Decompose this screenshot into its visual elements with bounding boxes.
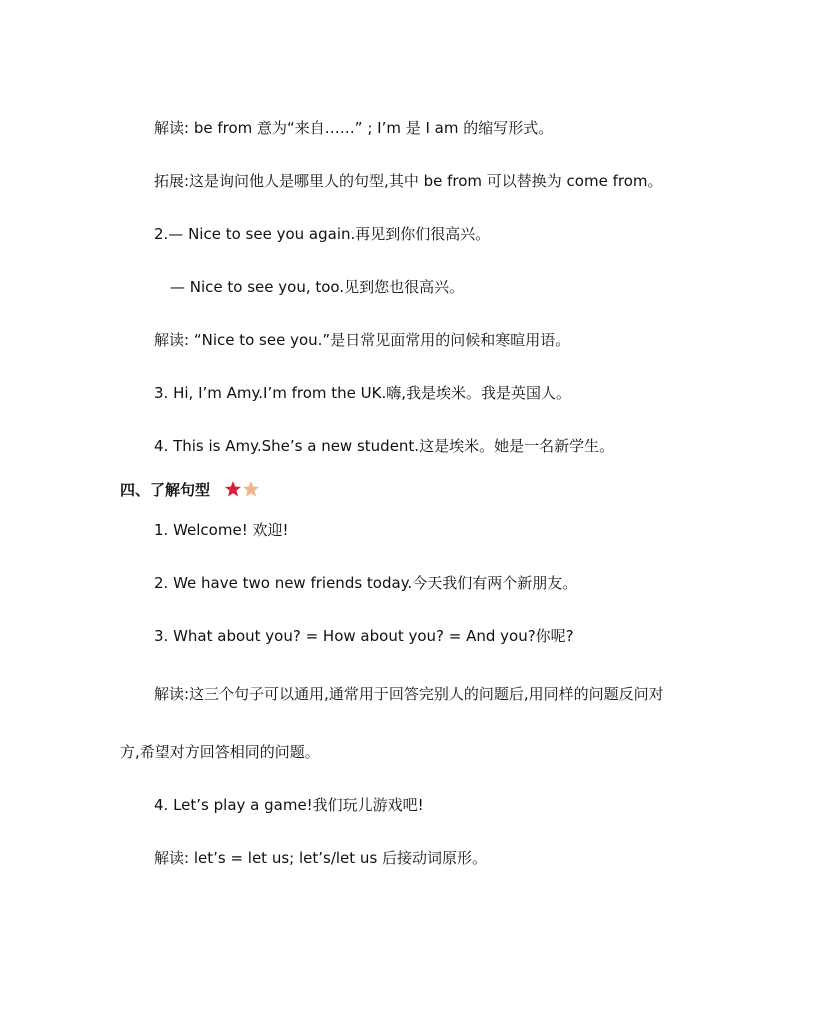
pattern-1: 1. Welcome! 欢迎! [154, 521, 289, 539]
section-heading: 四、了解句型 [120, 480, 211, 499]
half-star-icon [243, 481, 259, 497]
note-pattern-3-line1: 解读:这三个句子可以通用,通常用于回答完别人的问题后,用同样的问题反问对 [154, 685, 664, 703]
note-be-from: 解读: be from 意为“来自……” ; I’m 是 I am 的缩写形式。 [154, 119, 554, 137]
section-header [120, 478, 262, 500]
difficulty-rating [224, 480, 262, 498]
star-rating-icon [224, 480, 262, 498]
note-lets: 解读: let’s = let us; let’s/let us 后接动词原形。 [154, 849, 488, 867]
pattern-2: 2. We have two new friends today.今天我们有两个新朋友。 [154, 574, 578, 592]
sentence-2-question: 2.— Nice to see you again.再见到你们很高兴。 [154, 225, 491, 243]
sentence-2-answer: — Nice to see you, too.见到您也很高兴。 [170, 278, 465, 296]
filled-star-icon [225, 481, 241, 497]
note-extension: 拓展:这是询问他人是哪里人的句型,其中 be from 可以替换为 come from。 [154, 172, 663, 190]
sentence-3: 3. Hi, I’m Amy.I’m from the UK.嗨,我是埃米。我是英国人。 [154, 384, 571, 402]
pattern-3: 3. What about you? = How about you? = And you?你呢? [154, 627, 574, 645]
note-nice-to-see-you: 解读: “Nice to see you.”是日常见面常用的问候和寒暄用语。 [154, 331, 571, 349]
sentence-4: 4. This is Amy.She’s a new student.这是埃米。她是一名新学生。 [154, 437, 615, 455]
pattern-4: 4. Let’s play a game!我们玩儿游戏吧! [154, 796, 424, 814]
note-pattern-3-line2: 方,希望对方回答相同的问题。 [120, 743, 320, 761]
